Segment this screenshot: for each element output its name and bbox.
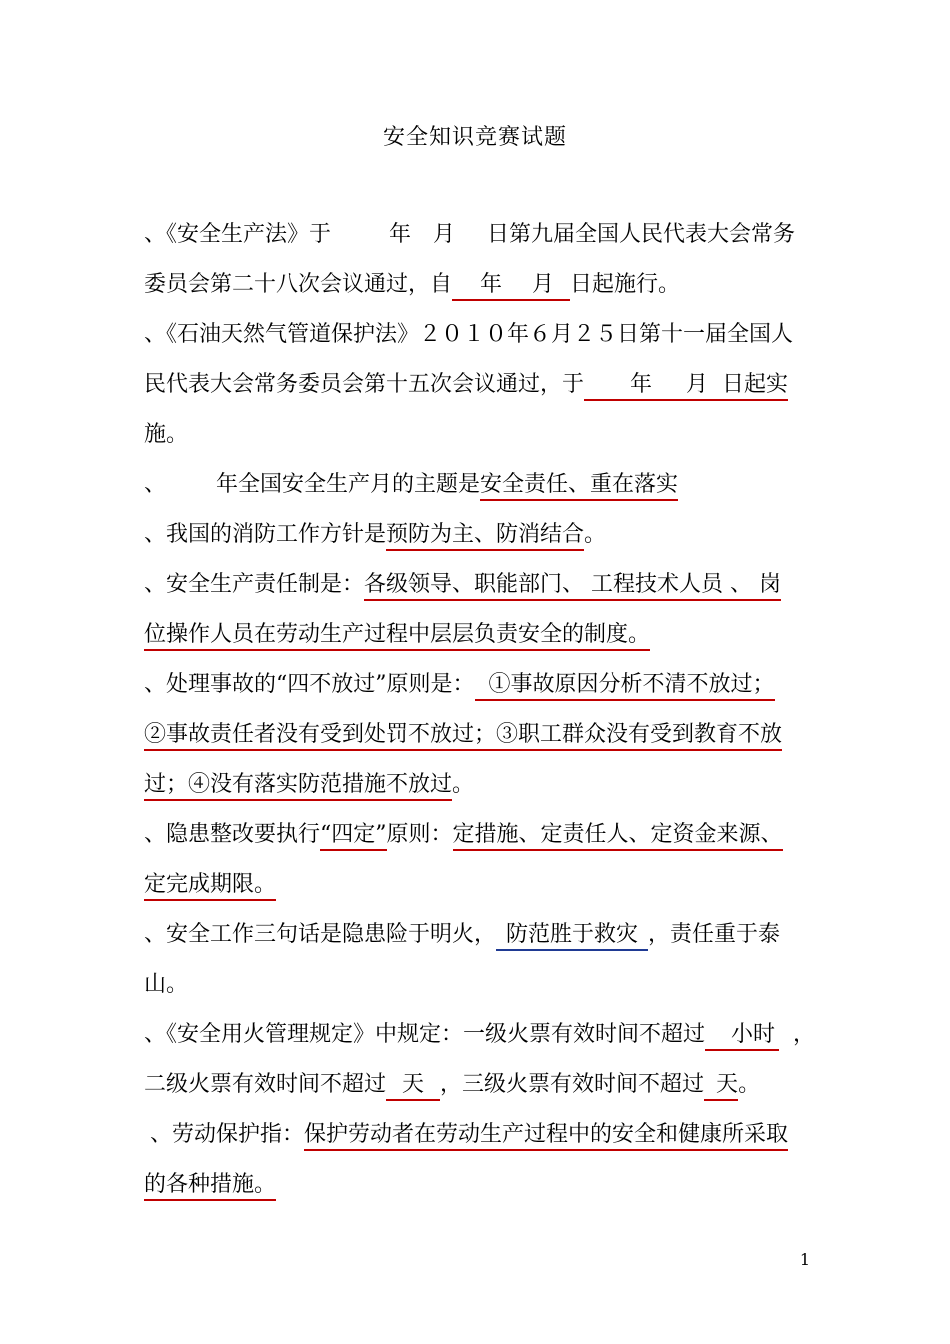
q10-answer-part2: 的各种措施。 <box>144 1171 276 1201</box>
q5-answer-part2: 位操作人员在劳动生产过程中层层负责安全的制度。 <box>144 621 650 651</box>
q2-line1: 、《石油天然气管道保护法》２０１０年６月２５日第十一届全国人 <box>144 322 794 347</box>
q9-answer-c: 天 <box>704 1071 738 1101</box>
q9-line1: 、《安全用火管理规定》中规定：一级火票有效时间不超过 小时 ， <box>144 1018 814 1052</box>
q7-answer-c: 定完成期限。 <box>144 871 276 901</box>
q2-line3: 施。 <box>144 422 189 447</box>
q3-line1: 、 年全国安全生产月的主题是安全责任、重在落实 <box>144 468 814 502</box>
page-number: 1 <box>799 1250 810 1269</box>
q1-line2: 委员会第二十八次会议通过，自 年 月 日起施行。 <box>144 268 814 302</box>
q9-answer-b: 天 <box>386 1071 440 1101</box>
q2-line2: 民代表大会常务委员会第十五次会议通过，于 年 月 日起实 <box>144 368 814 402</box>
q6-answer-part2: ②事故责任者没有受到处罚不放过；③职工群众没有受到教育不放 <box>144 721 782 751</box>
q8-line1: 、安全工作三句话是隐患险于明火， 防范胜于救灾 ，责任重于泰 <box>144 918 814 952</box>
q7-answer-a: “四定” <box>320 821 387 851</box>
q5-line2 <box>144 618 814 652</box>
q8-answer: 防范胜于救灾 <box>496 921 648 951</box>
q6-line1: 、处理事故的“四不放过”原则是： ①事故原因分析不清不放过； <box>144 668 814 702</box>
q9-answer-a: 小时 <box>705 1021 779 1051</box>
q5-answer-part1: 各级领导、职能部门、 工程技术人员 、 岗 <box>364 571 781 601</box>
q1-date-blank: 年 月 <box>452 271 570 301</box>
q7-answer-b: 定措施、定责任人、定资金来源、 <box>453 821 783 851</box>
q10-line2 <box>144 1168 814 1202</box>
q1-line1: 、《安全生产法》于 年 月 日第九届全国人民代表大会常务 <box>144 222 796 247</box>
q6-answer-part1: ①事故原因分析不清不放过； <box>475 671 775 701</box>
q5-line1: 、安全生产责任制是：各级领导、职能部门、 工程技术人员 、 岗 <box>144 568 814 602</box>
q10-line1: 、劳动保护指：保护劳动者在劳动生产过程中的安全和健康所采取 <box>144 1118 814 1152</box>
q10-answer-part1: 保护劳动者在劳动生产过程中的安全和健康所采取 <box>304 1121 788 1151</box>
q4-line1: 、我国的消防工作方针是预防为主、防消结合。 <box>144 518 814 552</box>
q7-line2 <box>144 868 814 902</box>
page-title: 安全知识竞赛试题 <box>382 125 567 150</box>
q3-answer: 安全责任、重在落实 <box>480 471 678 501</box>
q8-line2: 山。 <box>144 972 189 997</box>
q9-line2: 二级火票有效时间不超过 天 ，三级火票有效时间不超过 天。 <box>144 1068 814 1102</box>
q4-answer: 预防为主、防消结合 <box>386 521 584 551</box>
q6-line2 <box>144 718 814 752</box>
q6-line3: 过；④没有落实防范措施不放过。 <box>144 768 814 802</box>
q6-answer-part3: 过；④没有落实防范措施不放过 <box>144 771 452 801</box>
q7-line1: 、隐患整改要执行“四定”原则：定措施、定责任人、定资金来源、 <box>144 818 814 852</box>
q2-date-blank: 年 月 日起实 <box>584 371 788 401</box>
